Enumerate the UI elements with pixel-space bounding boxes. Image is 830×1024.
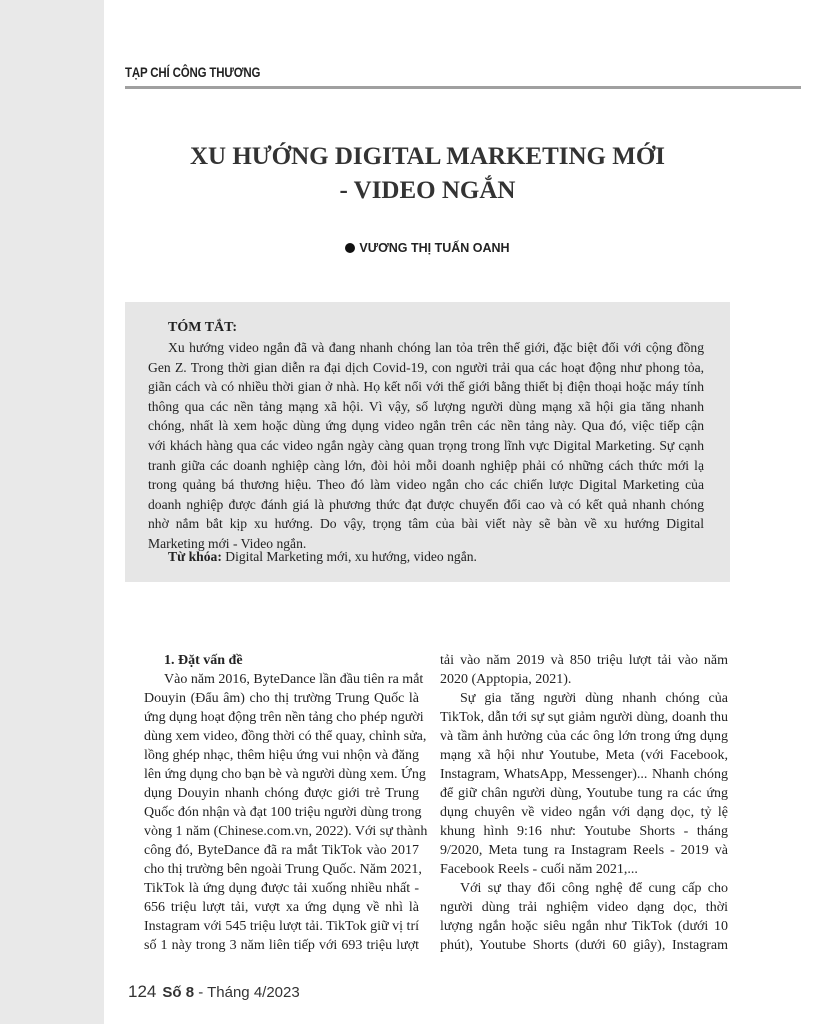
text-line: Facebook Reels - cuối năm 2021,... — [440, 862, 638, 877]
text-line: để giữ chân người dùng, Youtube tung ra các ứng — [440, 786, 728, 801]
keywords — [168, 549, 477, 565]
text-line: vòng 1 năm (Chinese.com.vn, 2022). Với sự thành — [144, 824, 428, 839]
header-rule — [125, 86, 801, 89]
text-line: Gen Z. Trong thời gian diễn ra đại dịch Covid-19, con người trải qua các hoạt động như phong tỏa, — [148, 359, 704, 375]
text-line: dụng chuyên về video ngắn với dạng dọc, tỷ lệ — [440, 805, 728, 820]
text-line: dụng Douyin nhanh chóng được giới trẻ Trung — [144, 786, 419, 801]
abstract-box — [125, 302, 730, 582]
text-line: mạng xã hội như Youtube, Meta (với Facebook, — [440, 748, 728, 763]
issue-date: - Tháng 4/2023 — [194, 984, 300, 1001]
keywords-text: Digital Marketing mới, xu hướng, video ngắn. — [221, 549, 477, 564]
article-title — [105, 140, 750, 208]
text-line: công đó, ByteDance đã ra mắt TikTok vào 2017 — [144, 843, 419, 858]
text-line: 656 triệu lượt tải, vượt xa ứng dụng về nhì là — [144, 900, 419, 915]
text-line: cho thị trường bên ngoài Trung Quốc. Năm 2021, — [144, 862, 422, 877]
page-footer — [128, 982, 300, 1002]
page-number: 124 — [128, 982, 157, 1001]
text-line: lượng ngắn hoặc siêu ngắn như TikTok (dưới 10 — [440, 919, 728, 934]
text-line: lồng ghép nhạc, thêm hiệu ứng vui nhộn và đăng — [144, 748, 419, 763]
column-left — [144, 651, 428, 955]
keywords-label: Từ khóa: — [168, 549, 222, 564]
text-line: tải vào năm 2019 và 850 triệu lượt tải vào năm — [440, 653, 728, 668]
text-line: khung hình 9:16 như: Youtube Shorts - tháng — [440, 824, 728, 839]
text-line: tranh giữa các doanh nghiệp càng lớn, đòi hỏi mỗi doanh nghiệp phải có những cách thức mới lạ — [148, 457, 704, 473]
author-name: VƯƠNG THỊ TUẤN OANH — [359, 241, 510, 255]
journal-header: TẠP CHÍ CÔNG THƯƠNG — [125, 64, 261, 80]
text-line: TikTok, dẫn tới sự sụt giảm người dùng, doanh thu — [440, 710, 728, 725]
column-body — [144, 670, 428, 955]
text-line: 2020 (Apptopia, 2021). — [440, 672, 572, 687]
text-line: với khách hàng qua các video ngắn ngày càng quan trọng trong lĩnh vực Digital Marketing. Sự cạnh — [148, 437, 704, 453]
title-line: XU HƯỚNG DIGITAL MARKETING MỚI — [189, 143, 666, 170]
text-line: Instagram với 545 triệu lượt tải. TikTok giữ vị trí — [144, 919, 419, 934]
text-line: TikTok là ứng dụng được tải xuống nhiều nhất - — [144, 881, 419, 896]
text-line: doanh nghiệp được đánh giá là phương thức đạt được chuyển đổi cao và có kết quả nhanh chóng — [148, 496, 704, 512]
text-line: trong quảng bá thương hiệu. Theo đó làm video ngắn cho các chiến lược Digital Marketing của — [148, 477, 704, 493]
page-margin — [0, 0, 104, 1024]
text-line: người dùng trải nghiệm video dạng dọc, thời — [440, 900, 728, 915]
text-line: và tầm ảnh hưởng của các ông lớn trong ứng dụng — [440, 729, 728, 744]
text-line: Xu hướng video ngắn đã và đang nhanh chóng lan tỏa trên thế giới, đặc biệt đối với cộng đồng — [168, 340, 704, 355]
text-line: Douyin (Đẩu âm) cho thị trường Trung Quốc là — [144, 691, 419, 706]
section-heading: 1. Đặt vấn đề — [164, 653, 243, 668]
abstract-body — [148, 338, 704, 554]
text-line: số 1 này trong 3 năm liên tiếp với 693 triệu lượt — [144, 938, 419, 953]
column-right — [440, 651, 728, 955]
text-line: Quốc đón nhận và đạt 100 triệu người dùng trong — [144, 805, 422, 820]
text-line: giãn cách và có nhiều thời gian ở nhà. Họ kết nối với thế giới bằng thiết bị điện thoại hoặc máy tính — [148, 379, 704, 395]
text-line: nhờ nắm bắt kịp xu hướng. Do vậy, trọng tâm của bài viết này sẽ bàn về xu hướng Digital — [148, 516, 704, 532]
text-line: Sự gia tăng người dùng nhanh chóng của — [460, 691, 728, 706]
author — [105, 241, 750, 255]
text-line: ứng dụng hoạt động trên nền tảng cho phép người — [144, 710, 424, 725]
title-line: - VIDEO NGẮN — [339, 177, 516, 204]
text-line: thông qua các nền tảng mạng xã hội. Vì vậy, số lượng người dùng mạng xã hội gia tăng nhanh — [148, 398, 704, 414]
text-line: Marketing mới - Video ngắn. — [148, 535, 307, 551]
text-line: lên ứng dụng cho bạn bè và người dùng xem. Ứng — [144, 767, 426, 782]
text-line: Vào năm 2016, ByteDance lần đầu tiên ra mắt — [164, 672, 424, 687]
issue-number: Số 8 — [162, 984, 195, 1001]
text-line: phút), Youtube Shorts (dưới 60 giây), Instagram — [440, 938, 728, 953]
bullet-icon — [345, 243, 355, 253]
abstract-heading: TÓM TẮT: — [168, 320, 238, 335]
text-line: Instagram, WhatsApp, Messenger)... Nhanh chóng — [440, 767, 728, 782]
text-line: chóng, nhất là xem hoặc dùng ứng dụng video ngắn trên các nền tảng này. Qua đó, việc tiếp cận — [148, 418, 704, 434]
text-line: 9/2020, Meta tung ra Instagram Reels - 2019 và — [440, 843, 728, 858]
text-line: dùng xem video, đồng thời có thể quay, chỉnh sửa, — [144, 729, 427, 744]
text-line: Với sự thay đổi công nghệ để cung cấp cho — [460, 881, 728, 896]
